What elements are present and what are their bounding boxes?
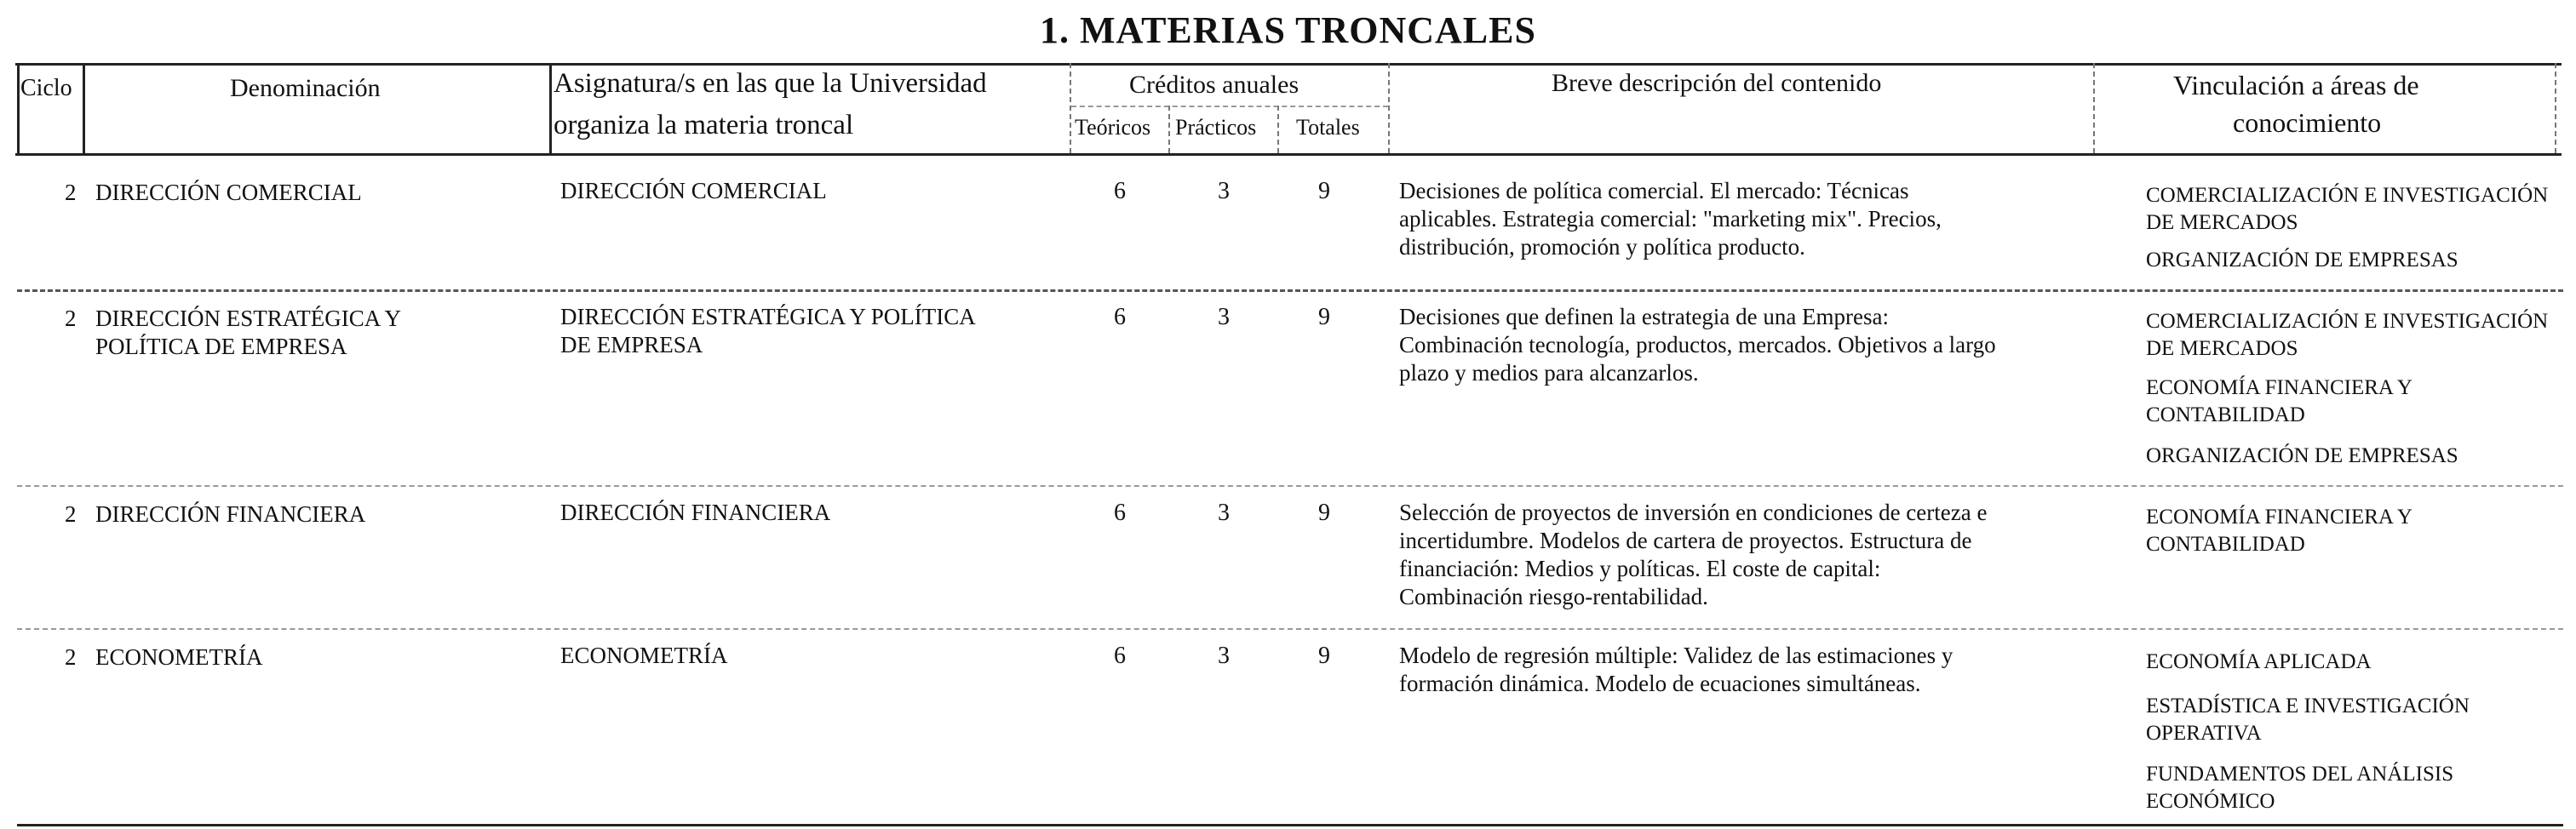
header-top-rule bbox=[15, 63, 2562, 66]
row-separator bbox=[17, 485, 2563, 487]
table-bottom-rule bbox=[17, 824, 2563, 826]
cell-area: FUNDAMENTOS DEL ANÁLISIS ECONÓMICO bbox=[2146, 763, 2454, 813]
col-divider bbox=[1070, 63, 1071, 153]
cell-area: ECONOMÍA APLICADA bbox=[2146, 650, 2372, 673]
row-separator bbox=[17, 628, 2563, 630]
cell-ciclo: 2 bbox=[65, 501, 77, 527]
cell-area: ORGANIZACIÓN DE EMPRESAS bbox=[2146, 249, 2458, 272]
cell-asignatura: DIRECCIÓN FINANCIERA bbox=[560, 500, 831, 525]
col-divider bbox=[1277, 106, 1279, 153]
cell-practicos: 3 bbox=[1218, 500, 1230, 526]
col-divider bbox=[17, 63, 20, 153]
cell-descripcion: Decisiones que definen la estrategia de una Empresa: Combinación tecnología, productos, mercados. Objetivos a largo plazo y medios para alcanzarlos. bbox=[1399, 304, 1996, 386]
header-practicos: Prácticos bbox=[1175, 115, 1257, 140]
cell-teoricos: 6 bbox=[1114, 304, 1126, 330]
cell-descripcion: Modelo de regresión múltiple: Validez de las estimaciones y formación dinámica. Modelo de ecuaciones simultáneas. bbox=[1399, 643, 1954, 696]
cell-asignatura: ECONOMETRÍA bbox=[560, 643, 728, 668]
cell-practicos: 3 bbox=[1218, 178, 1230, 204]
cell-area: ECONOMÍA FINANCIERA Y CONTABILIDAD bbox=[2146, 376, 2412, 426]
cell-area: COMERCIALIZACIÓN E INVESTIGACIÓN DE MERCADOS bbox=[2146, 310, 2549, 360]
header-creditos: Créditos anuales bbox=[1129, 71, 1299, 99]
cell-area: ORGANIZACIÓN DE EMPRESAS bbox=[2146, 444, 2458, 467]
cell-totales: 9 bbox=[1318, 178, 1330, 204]
cell-totales: 9 bbox=[1318, 643, 1330, 669]
col-divider bbox=[1388, 63, 1390, 153]
row-separator bbox=[17, 289, 2563, 292]
cell-practicos: 3 bbox=[1218, 643, 1230, 669]
header-totales: Totales bbox=[1296, 115, 1360, 140]
cell-totales: 9 bbox=[1318, 500, 1330, 526]
header-vinculacion-line2: conocimiento bbox=[2233, 107, 2382, 138]
cell-ciclo: 2 bbox=[65, 180, 77, 205]
cell-descripcion: Decisiones de política comercial. El mercado: Técnicas aplicables. Estrategia comercial: "marketing mix". Precios, distribución, promoción y política producto. bbox=[1399, 178, 1942, 260]
creditos-subheader-rule bbox=[1071, 106, 1388, 107]
cell-teoricos: 6 bbox=[1114, 178, 1126, 204]
header-asignatura-line2: organiza la materia troncal bbox=[554, 110, 854, 140]
cell-denominacion: DIRECCIÓN COMERCIAL bbox=[95, 180, 362, 205]
cell-area: ESTADÍSTICA E INVESTIGACIÓN OPERATIVA bbox=[2146, 695, 2470, 745]
col-divider bbox=[2093, 63, 2095, 153]
cell-asignatura: DIRECCIÓN ESTRATÉGICA Y POLÍTICA DE EMPRESA bbox=[560, 304, 976, 357]
cell-teoricos: 6 bbox=[1114, 643, 1126, 669]
header-ciclo: Ciclo bbox=[20, 75, 72, 101]
cell-totales: 9 bbox=[1318, 304, 1330, 330]
cell-area: COMERCIALIZACIÓN E INVESTIGACIÓN DE MERCADOS bbox=[2146, 184, 2549, 234]
cell-ciclo: 2 bbox=[65, 306, 77, 331]
cell-ciclo: 2 bbox=[65, 644, 77, 670]
col-divider bbox=[1168, 106, 1170, 153]
col-divider bbox=[2555, 63, 2556, 153]
cell-practicos: 3 bbox=[1218, 304, 1230, 330]
cell-descripcion: Selección de proyectos de inversión en condiciones de certeza e incertidumbre. Modelos de cartera de proyectos. Estructura de financiación: Medios y políticas. El coste de capital: Combinación riesgo-rentabilidad. bbox=[1399, 500, 1988, 609]
cell-denominacion: DIRECCIÓN FINANCIERA bbox=[95, 501, 366, 527]
header-denominacion: Denominación bbox=[230, 74, 381, 102]
header-asignatura-line1: Asignatura/s en las que la Universidad bbox=[554, 68, 987, 99]
header-teoricos: Teóricos bbox=[1075, 115, 1151, 140]
header-vinculacion-line1: Vinculación a áreas de bbox=[2173, 70, 2419, 100]
col-divider bbox=[83, 63, 85, 153]
cell-asignatura: DIRECCIÓN COMERCIAL bbox=[560, 178, 827, 203]
header-descripcion: Breve descripción del contenido bbox=[1552, 69, 1882, 97]
page-title: 1. MATERIAS TRONCALES bbox=[1040, 9, 1536, 51]
col-divider bbox=[549, 63, 552, 153]
cell-teoricos: 6 bbox=[1114, 500, 1126, 526]
cell-denominacion: DIRECCIÓN ESTRATÉGICA Y POLÍTICA DE EMPRESA bbox=[95, 306, 402, 359]
cell-area: ECONOMÍA FINANCIERA Y CONTABILIDAD bbox=[2146, 506, 2412, 556]
cell-denominacion: ECONOMETRÍA bbox=[95, 644, 263, 670]
header-bottom-rule bbox=[15, 153, 2562, 156]
